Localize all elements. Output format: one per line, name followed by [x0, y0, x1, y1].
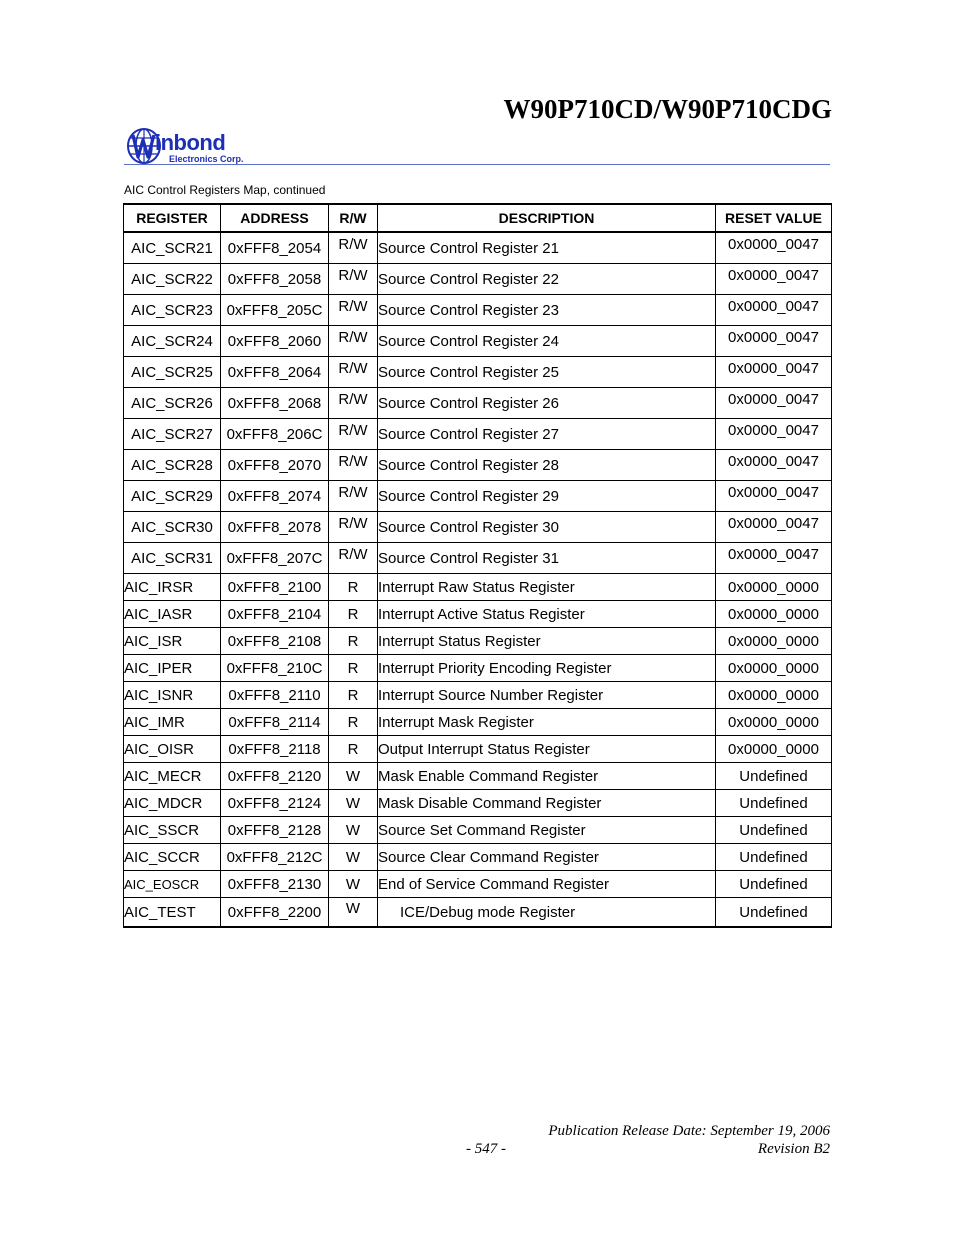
table-caption: AIC Control Registers Map, continued — [124, 183, 326, 197]
reset-value-cell: Undefined — [716, 763, 832, 790]
rw-cell: R/W — [329, 232, 378, 264]
description-cell: Interrupt Priority Encoding Register — [378, 655, 716, 682]
table-row — [124, 790, 832, 817]
reset-value-cell: 0x0000_0047 — [716, 543, 832, 574]
description-cell: Output Interrupt Status Register — [378, 736, 716, 763]
reset-value-cell: 0x0000_0047 — [716, 388, 832, 419]
reset-value-cell: Undefined — [716, 871, 832, 898]
address-cell: 0xFFF8_2074 — [221, 481, 329, 512]
description-cell: Source Control Register 26 — [378, 388, 716, 419]
description-cell: Source Control Register 23 — [378, 295, 716, 326]
register-cell: AIC_EOSCR — [124, 871, 221, 898]
register-map-table — [123, 203, 832, 928]
table-row — [124, 295, 832, 326]
rw-cell: W — [329, 844, 378, 871]
reset-value-cell: 0x0000_0047 — [716, 326, 832, 357]
rw-cell: R/W — [329, 388, 378, 419]
rw-cell: R — [329, 655, 378, 682]
register-cell: AIC_OISR — [124, 736, 221, 763]
address-cell: 0xFFF8_2110 — [221, 682, 329, 709]
description-cell: Interrupt Source Number Register — [378, 682, 716, 709]
description-cell: Source Control Register 30 — [378, 512, 716, 543]
address-cell: 0xFFF8_2064 — [221, 357, 329, 388]
description-cell: ICE/Debug mode Register — [378, 898, 716, 928]
description-cell: Source Control Register 31 — [378, 543, 716, 574]
description-cell: Source Control Register 21 — [378, 232, 716, 264]
register-cell: AIC_SCR28 — [124, 450, 221, 481]
address-cell: 0xFFF8_2200 — [221, 898, 329, 928]
rw-cell: W — [329, 763, 378, 790]
register-cell: AIC_SSCR — [124, 817, 221, 844]
table-row — [124, 628, 832, 655]
address-cell: 0xFFF8_210C — [221, 655, 329, 682]
table-row — [124, 709, 832, 736]
table-row — [124, 450, 832, 481]
revision-label: Revision B2 — [757, 1141, 830, 1157]
description-cell: Source Control Register 22 — [378, 264, 716, 295]
description-cell: End of Service Command Register — [378, 871, 716, 898]
table-row — [124, 512, 832, 543]
address-cell: 0xFFF8_2060 — [221, 326, 329, 357]
description-cell: Mask Disable Command Register — [378, 790, 716, 817]
table-row — [124, 388, 832, 419]
rw-cell: R/W — [329, 543, 378, 574]
table-row — [124, 844, 832, 871]
address-cell: 0xFFF8_207C — [221, 543, 329, 574]
table-row — [124, 232, 832, 264]
reset-value-cell: Undefined — [716, 844, 832, 871]
document-title: W90P710CD/W90P710CDG — [503, 94, 832, 124]
reset-value-cell: 0x0000_0047 — [716, 295, 832, 326]
table-row — [124, 763, 832, 790]
table-row — [124, 655, 832, 682]
reset-value-cell: 0x0000_0047 — [716, 450, 832, 481]
register-cell: AIC_IASR — [124, 601, 221, 628]
rw-cell: R — [329, 574, 378, 601]
description-cell: Source Control Register 28 — [378, 450, 716, 481]
table-row — [124, 481, 832, 512]
logo-subtitle: Electronics Corp. — [169, 154, 244, 164]
description-cell: Interrupt Active Status Register — [378, 601, 716, 628]
column-header-address: ADDRESS — [221, 204, 329, 232]
table-row — [124, 264, 832, 295]
register-cell: AIC_MDCR — [124, 790, 221, 817]
register-cell: AIC_ISR — [124, 628, 221, 655]
description-cell: Source Set Command Register — [378, 817, 716, 844]
rw-cell: R/W — [329, 419, 378, 450]
address-cell: 0xFFF8_2104 — [221, 601, 329, 628]
address-cell: 0xFFF8_2054 — [221, 232, 329, 264]
address-cell: 0xFFF8_2124 — [221, 790, 329, 817]
address-cell: 0xFFF8_2114 — [221, 709, 329, 736]
address-cell: 0xFFF8_2130 — [221, 871, 329, 898]
address-cell: 0xFFF8_2128 — [221, 817, 329, 844]
rw-cell: R — [329, 709, 378, 736]
register-cell: AIC_IPER — [124, 655, 221, 682]
winbond-logo — [127, 126, 257, 166]
description-cell: Interrupt Status Register — [378, 628, 716, 655]
rw-cell: R/W — [329, 512, 378, 543]
table-row — [124, 682, 832, 709]
description-cell: Source Control Register 27 — [378, 419, 716, 450]
rw-cell: R/W — [329, 357, 378, 388]
rw-cell: R/W — [329, 450, 378, 481]
column-header-rw: R/W — [329, 204, 378, 232]
rw-cell: R/W — [329, 264, 378, 295]
register-cell: AIC_IMR — [124, 709, 221, 736]
reset-value-cell: Undefined — [716, 817, 832, 844]
address-cell: 0xFFF8_212C — [221, 844, 329, 871]
rw-cell: R — [329, 736, 378, 763]
description-cell: Interrupt Mask Register — [378, 709, 716, 736]
description-cell: Source Control Register 29 — [378, 481, 716, 512]
address-cell: 0xFFF8_2078 — [221, 512, 329, 543]
rw-cell: R/W — [329, 295, 378, 326]
reset-value-cell: 0x0000_0000 — [716, 682, 832, 709]
rw-cell: R — [329, 628, 378, 655]
address-cell: 0xFFF8_206C — [221, 419, 329, 450]
register-cell: AIC_SCR22 — [124, 264, 221, 295]
description-cell: Source Control Register 24 — [378, 326, 716, 357]
address-cell: 0xFFF8_2070 — [221, 450, 329, 481]
register-cell: AIC_SCR21 — [124, 232, 221, 264]
column-header-register: REGISTER — [124, 204, 221, 232]
description-cell: Source Clear Command Register — [378, 844, 716, 871]
reset-value-cell: 0x0000_0047 — [716, 419, 832, 450]
reset-value-cell: 0x0000_0047 — [716, 232, 832, 264]
register-cell: AIC_SCR26 — [124, 388, 221, 419]
description-cell: Mask Enable Command Register — [378, 763, 716, 790]
register-cell: AIC_ISNR — [124, 682, 221, 709]
register-cell: AIC_SCR23 — [124, 295, 221, 326]
rw-cell: W — [329, 871, 378, 898]
header-divider — [124, 164, 830, 165]
reset-value-cell: Undefined — [716, 898, 832, 928]
page-number: - 547 - — [466, 1141, 506, 1157]
table-row — [124, 419, 832, 450]
reset-value-cell: 0x0000_0000 — [716, 628, 832, 655]
column-header-reset-value: RESET VALUE — [716, 204, 832, 232]
table-row — [124, 326, 832, 357]
table-row — [124, 871, 832, 898]
rw-cell: W — [329, 817, 378, 844]
register-cell: AIC_TEST — [124, 898, 221, 928]
rw-cell: R/W — [329, 326, 378, 357]
reset-value-cell: 0x0000_0000 — [716, 601, 832, 628]
register-cell: AIC_SCR27 — [124, 419, 221, 450]
logo-wordmark: inbond — [155, 130, 226, 155]
table-row — [124, 601, 832, 628]
address-cell: 0xFFF8_2118 — [221, 736, 329, 763]
reset-value-cell: Undefined — [716, 790, 832, 817]
reset-value-cell: 0x0000_0047 — [716, 357, 832, 388]
reset-value-cell: 0x0000_0000 — [716, 736, 832, 763]
address-cell: 0xFFF8_2120 — [221, 763, 329, 790]
reset-value-cell: 0x0000_0047 — [716, 512, 832, 543]
description-cell: Source Control Register 25 — [378, 357, 716, 388]
address-cell: 0xFFF8_2108 — [221, 628, 329, 655]
rw-cell: R — [329, 601, 378, 628]
table-row — [124, 574, 832, 601]
reset-value-cell: 0x0000_0000 — [716, 574, 832, 601]
table-row — [124, 543, 832, 574]
address-cell: 0xFFF8_2068 — [221, 388, 329, 419]
reset-value-cell: 0x0000_0000 — [716, 709, 832, 736]
rw-cell: W — [329, 790, 378, 817]
rw-cell: W — [329, 898, 378, 928]
table-header-row — [124, 204, 832, 232]
reset-value-cell: 0x0000_0047 — [716, 264, 832, 295]
register-cell: AIC_IRSR — [124, 574, 221, 601]
table-row — [124, 898, 832, 928]
register-cell: AIC_SCR24 — [124, 326, 221, 357]
rw-cell: R/W — [329, 481, 378, 512]
register-cell: AIC_SCR29 — [124, 481, 221, 512]
register-cell: AIC_SCCR — [124, 844, 221, 871]
register-cell: AIC_SCR25 — [124, 357, 221, 388]
address-cell: 0xFFF8_2100 — [221, 574, 329, 601]
address-cell: 0xFFF8_205C — [221, 295, 329, 326]
rw-cell: R — [329, 682, 378, 709]
register-cell: AIC_SCR31 — [124, 543, 221, 574]
publication-date: Publication Release Date: September 19, 2006 — [548, 1123, 830, 1139]
register-cell: AIC_SCR30 — [124, 512, 221, 543]
column-header-description: DESCRIPTION — [378, 204, 716, 232]
table-row — [124, 817, 832, 844]
table-row — [124, 736, 832, 763]
reset-value-cell: 0x0000_0000 — [716, 655, 832, 682]
register-cell: AIC_MECR — [124, 763, 221, 790]
table-row — [124, 357, 832, 388]
description-cell: Interrupt Raw Status Register — [378, 574, 716, 601]
reset-value-cell: 0x0000_0047 — [716, 481, 832, 512]
address-cell: 0xFFF8_2058 — [221, 264, 329, 295]
